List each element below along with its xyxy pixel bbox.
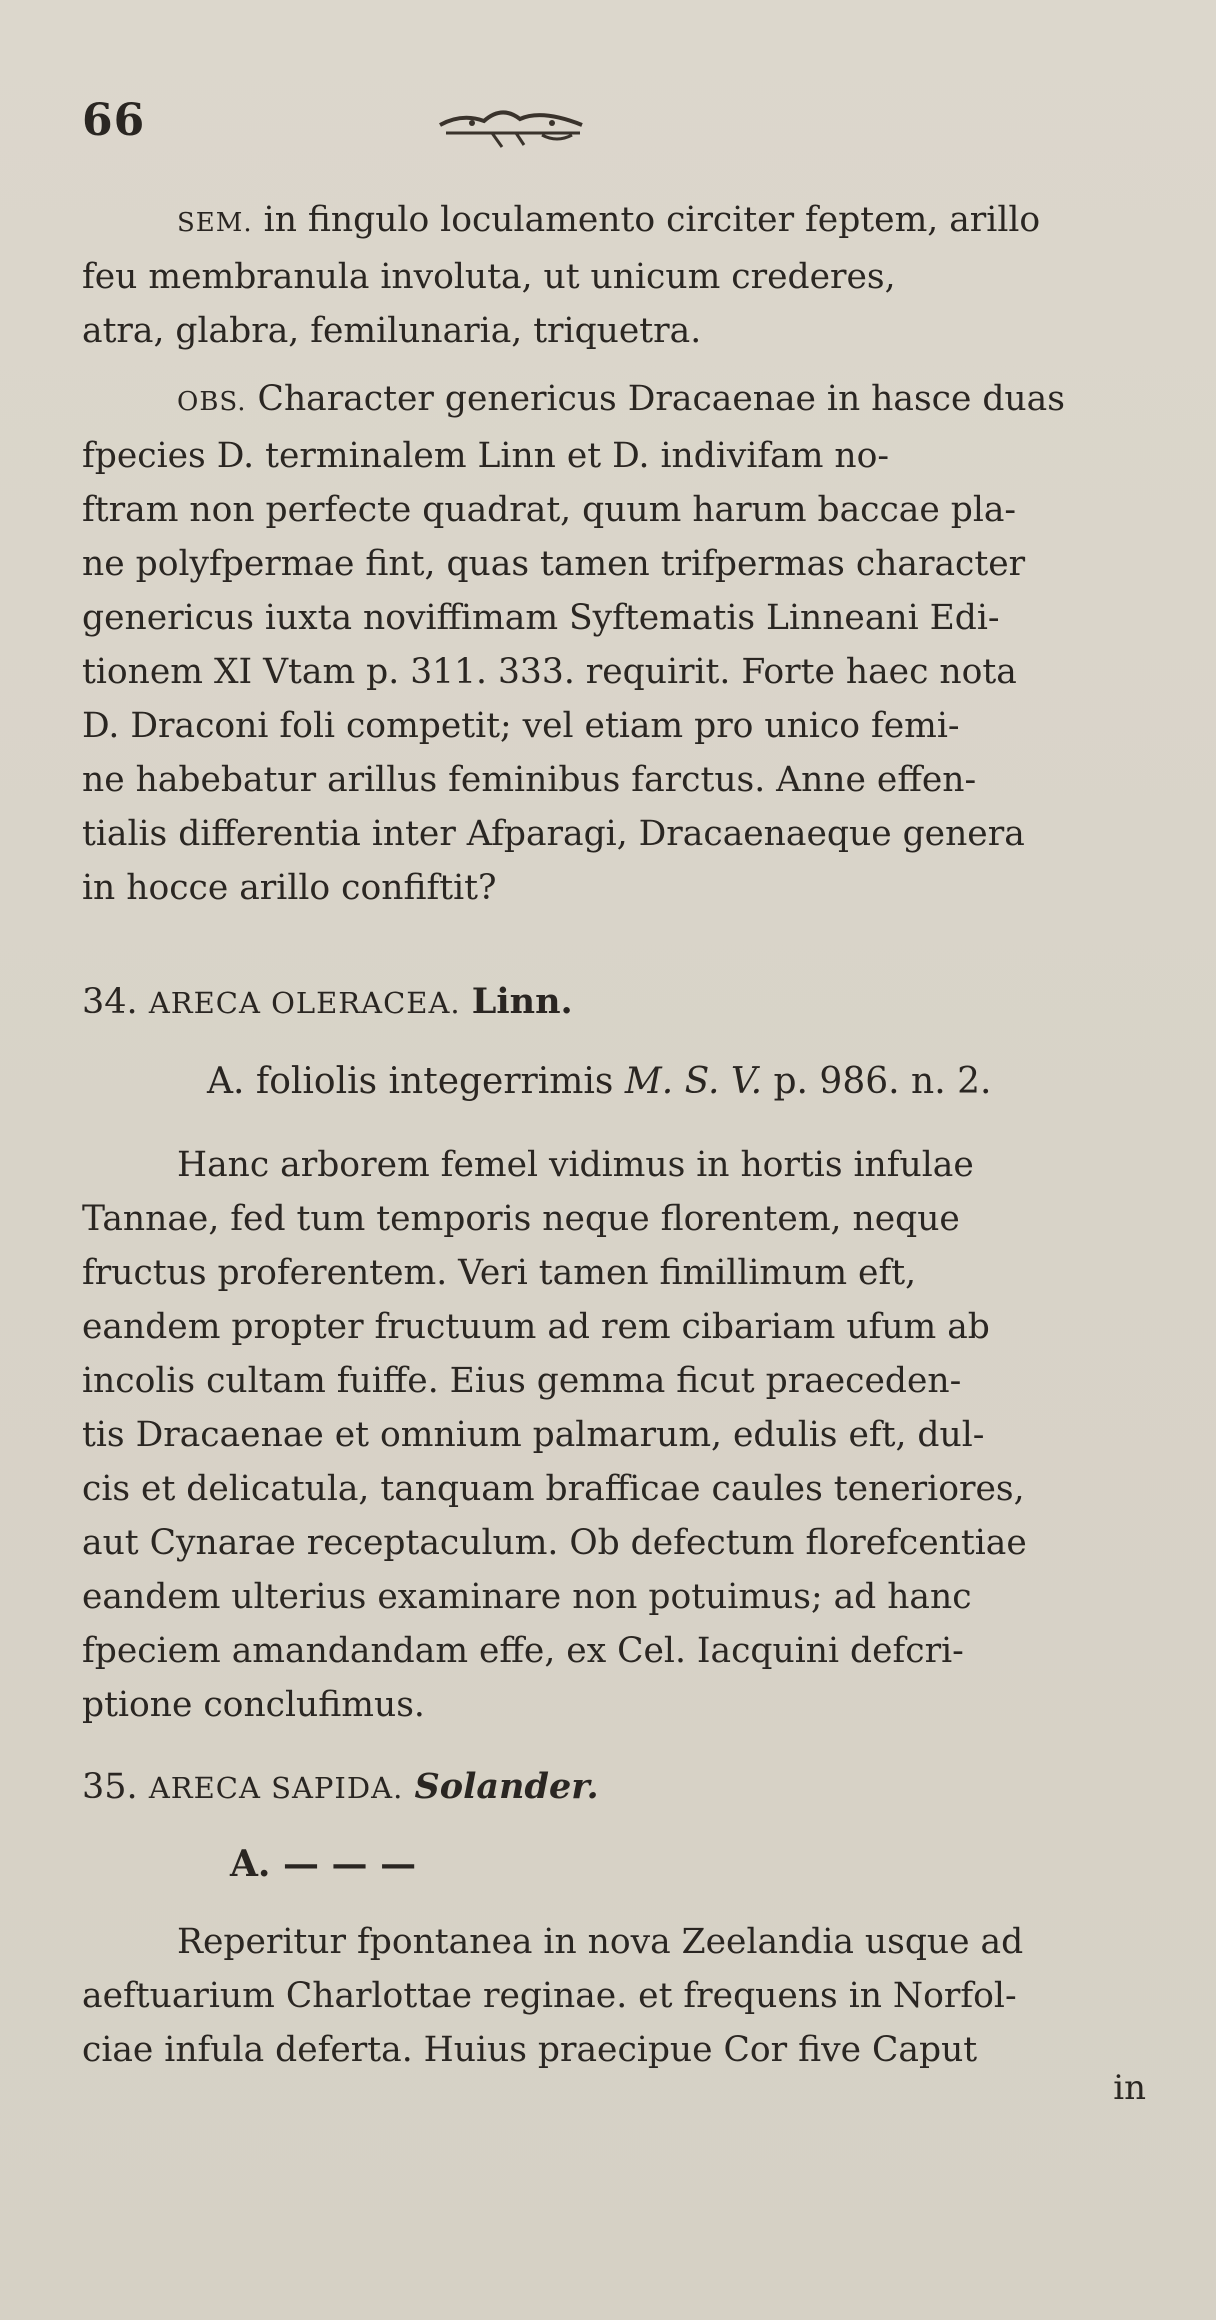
diagnosis-page-ref: p. 986. n. 2. (773, 1061, 992, 1102)
text-line: ftram non perfecte quadrat, quum harum baccae pla- (82, 490, 1017, 530)
text-line: aut Cynarae receptaculum. Ob defectum florefcentiae (82, 1523, 1027, 1563)
text-line: eandem ulterius examinare non potuimus; ad hanc (82, 1577, 972, 1617)
diagnosis-reference: M. S. V. (624, 1061, 763, 1102)
text-line: fpecies D. terminalem Linn et D. indivifam no- (82, 436, 890, 476)
species-35-description (82, 1915, 1182, 2077)
text-line: feu membranula involuta, ut unicum crederes, (82, 257, 896, 297)
text-line: ptione conclufimus. (82, 1685, 425, 1725)
species-34-diagnosis (82, 1055, 1216, 1109)
text-line: Tannae, fed tum temporis neque florentem, neque (82, 1199, 960, 1239)
diagnosis-text: A. foliolis integerrimis (207, 1061, 614, 1102)
obs-paragraph (82, 372, 1182, 915)
text-line: ciae infula deferta. Huius praecipue Cor five Caput (82, 2030, 978, 2070)
species-number: 34. (82, 982, 138, 1022)
species-34-heading (82, 975, 1182, 1030)
text-line: in hocce arillo confiftit? (82, 868, 497, 908)
text-line: tis Dracaenae et omnium palmarum, edulis eft, dul- (82, 1415, 985, 1455)
text-line: fpeciem amandandam effe, ex Cel. Iacquini defcri- (82, 1631, 964, 1671)
page-header (82, 95, 1182, 165)
text-line: Hanc arborem femel vidimus in hortis infulae (177, 1145, 974, 1185)
text-line: ne polyfpermae fint, quas tamen trifpermas character (82, 544, 1026, 584)
ornament-icon (432, 95, 592, 155)
text-line: in fingulo loculamento circiter feptem, arillo (263, 200, 1041, 240)
species-34-description (82, 1138, 1182, 1732)
catchword: in (1113, 2068, 1146, 2108)
text-line: aeftuarium Charlottae reginae. et frequens in Norfol- (82, 1976, 1017, 2016)
text-line: ne habebatur arillus feminibus farctus. Anne effen- (82, 760, 977, 800)
text-line: atra, glabra, femilunaria, triquetra. (82, 311, 702, 351)
species-35-diagnosis: A. — — — (230, 1843, 417, 1885)
text-line: eandem propter fructuum ad rem cibariam ufum ab (82, 1307, 990, 1347)
text-line: Reperitur fpontanea in nova Zeelandia usque ad (177, 1922, 1024, 1962)
species-author: Solander. (414, 1766, 599, 1807)
species-35-heading (82, 1760, 1182, 1815)
obs-label: OBS. (177, 387, 247, 417)
species-author: Linn. (471, 981, 573, 1022)
sem-label: SEM. (177, 208, 253, 238)
text-line: cis et delicatula, tanquam brafficae caules teneriores, (82, 1469, 1025, 1509)
page-number: 66 (82, 95, 146, 146)
species-number: 35. (82, 1767, 138, 1807)
text-line: tionem XI Vtam p. 311. 333. requirit. Forte haec nota (82, 652, 1017, 692)
species-name: ARECA SAPIDA. (148, 1771, 404, 1805)
text-line: D. Draconi foli competit; vel etiam pro unico femi- (82, 706, 960, 746)
text-line: tialis differentia inter Afparagi, Dracaenaeque genera (82, 814, 1025, 854)
text-line: incolis cultam fuiffe. Eius gemma ficut praeceden- (82, 1361, 962, 1401)
sem-paragraph (82, 193, 1182, 358)
text-line: genericus iuxta noviffimam Syftematis Linneani Edi- (82, 598, 1000, 638)
species-name: ARECA OLERACEA. (148, 986, 461, 1020)
text-line: Character genericus Dracaenae in hasce duas (257, 379, 1065, 419)
text-line: fructus proferentem. Veri tamen fimillimum eft, (82, 1253, 917, 1293)
